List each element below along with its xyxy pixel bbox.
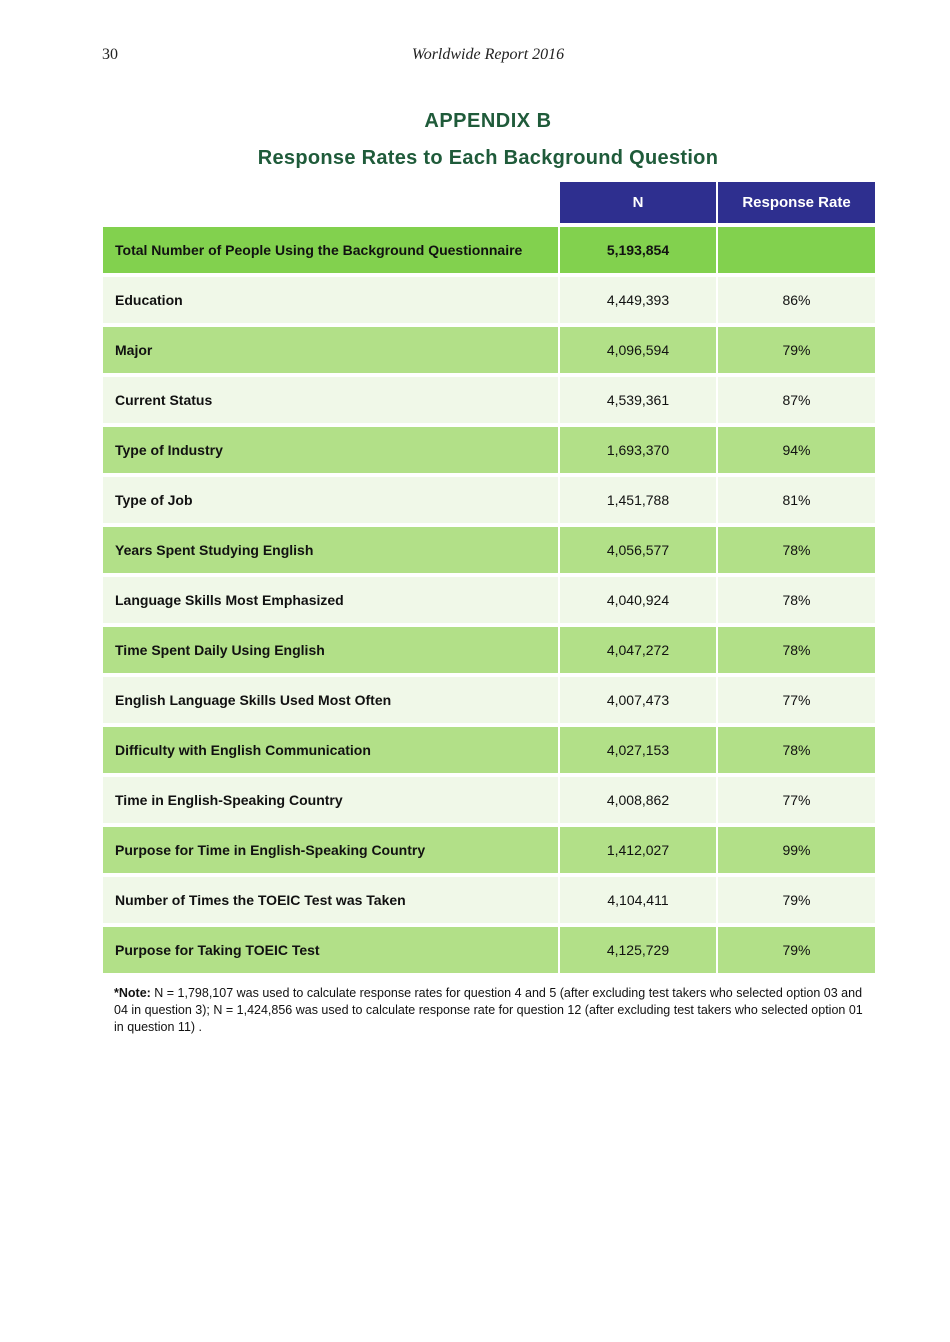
header-blank-cell bbox=[103, 182, 559, 225]
row-rate: 77% bbox=[717, 675, 875, 725]
row-rate: 78% bbox=[717, 625, 875, 675]
row-n: 4,096,594 bbox=[559, 325, 717, 375]
row-rate: 87% bbox=[717, 375, 875, 425]
row-label: Total Number of People Using the Background Questionnaire bbox=[103, 225, 559, 275]
row-rate: 78% bbox=[717, 575, 875, 625]
row-rate bbox=[717, 225, 875, 275]
row-n: 5,193,854 bbox=[559, 225, 717, 275]
row-label: Difficulty with English Communication bbox=[103, 725, 559, 775]
row-label: English Language Skills Used Most Often bbox=[103, 675, 559, 725]
table-row bbox=[103, 575, 875, 625]
row-label: Purpose for Time in English-Speaking Country bbox=[103, 825, 559, 875]
table-footnote bbox=[114, 985, 874, 1036]
row-label: Major bbox=[103, 325, 559, 375]
table-body bbox=[103, 225, 875, 973]
row-n: 4,125,729 bbox=[559, 925, 717, 973]
appendix-label: APPENDIX B bbox=[424, 110, 552, 132]
row-rate: 78% bbox=[717, 525, 875, 575]
row-label: Language Skills Most Emphasized bbox=[103, 575, 559, 625]
row-label: Time in English-Speaking Country bbox=[103, 775, 559, 825]
row-rate: 94% bbox=[717, 425, 875, 475]
column-header-response-rate: Response Rate bbox=[717, 182, 875, 225]
row-n: 1,412,027 bbox=[559, 825, 717, 875]
page-number: 30 bbox=[102, 46, 118, 63]
row-n: 4,104,411 bbox=[559, 875, 717, 925]
row-n: 4,047,272 bbox=[559, 625, 717, 675]
row-rate: 86% bbox=[717, 275, 875, 325]
row-rate: 78% bbox=[717, 725, 875, 775]
column-header-n: N bbox=[559, 182, 717, 225]
table-row bbox=[103, 825, 875, 875]
table-row bbox=[103, 275, 875, 325]
row-rate: 79% bbox=[717, 325, 875, 375]
row-label: Type of Industry bbox=[103, 425, 559, 475]
row-label: Current Status bbox=[103, 375, 559, 425]
table-row bbox=[103, 325, 875, 375]
response-rate-table bbox=[103, 182, 875, 973]
row-n: 4,008,862 bbox=[559, 775, 717, 825]
row-label: Years Spent Studying English bbox=[103, 525, 559, 575]
row-n: 4,007,473 bbox=[559, 675, 717, 725]
table-row bbox=[103, 625, 875, 675]
row-label: Education bbox=[103, 275, 559, 325]
table-row bbox=[103, 775, 875, 825]
row-n: 4,027,153 bbox=[559, 725, 717, 775]
row-rate: 99% bbox=[717, 825, 875, 875]
running-title: Worldwide Report 2016 bbox=[411, 46, 565, 63]
row-n: 4,539,361 bbox=[559, 375, 717, 425]
row-n: 1,693,370 bbox=[559, 425, 717, 475]
row-label: Purpose for Taking TOEIC Test bbox=[103, 925, 559, 973]
row-n: 4,449,393 bbox=[559, 275, 717, 325]
row-rate: 81% bbox=[717, 475, 875, 525]
row-label: Type of Job bbox=[103, 475, 559, 525]
table-row bbox=[103, 725, 875, 775]
row-rate: 77% bbox=[717, 775, 875, 825]
footnote-text: N = 1,798,107 was used to calculate response rates for question 4 and 5 (after excluding test takers who selected option 03 and 04 in question 3); N = 1,424,856 was used to calculate response rate for question 12 (after excluding test takers who selected option 01 in question 11) . bbox=[114, 986, 863, 1034]
table-row bbox=[103, 675, 875, 725]
table-row bbox=[103, 425, 875, 475]
row-n: 4,056,577 bbox=[559, 525, 717, 575]
row-label: Time Spent Daily Using English bbox=[103, 625, 559, 675]
table-row bbox=[103, 925, 875, 973]
table-row-total bbox=[103, 225, 875, 275]
table-row bbox=[103, 525, 875, 575]
row-n: 4,040,924 bbox=[559, 575, 717, 625]
row-n: 1,451,788 bbox=[559, 475, 717, 525]
page-header bbox=[0, 46, 950, 68]
table-title: Response Rates to Each Background Question bbox=[257, 147, 719, 169]
table-row bbox=[103, 475, 875, 525]
row-rate: 79% bbox=[717, 875, 875, 925]
row-rate: 79% bbox=[717, 925, 875, 973]
table-row bbox=[103, 375, 875, 425]
footnote-lead: *Note: bbox=[114, 986, 151, 1000]
row-label: Number of Times the TOEIC Test was Taken bbox=[103, 875, 559, 925]
table-header-row bbox=[103, 182, 875, 225]
table-row bbox=[103, 875, 875, 925]
